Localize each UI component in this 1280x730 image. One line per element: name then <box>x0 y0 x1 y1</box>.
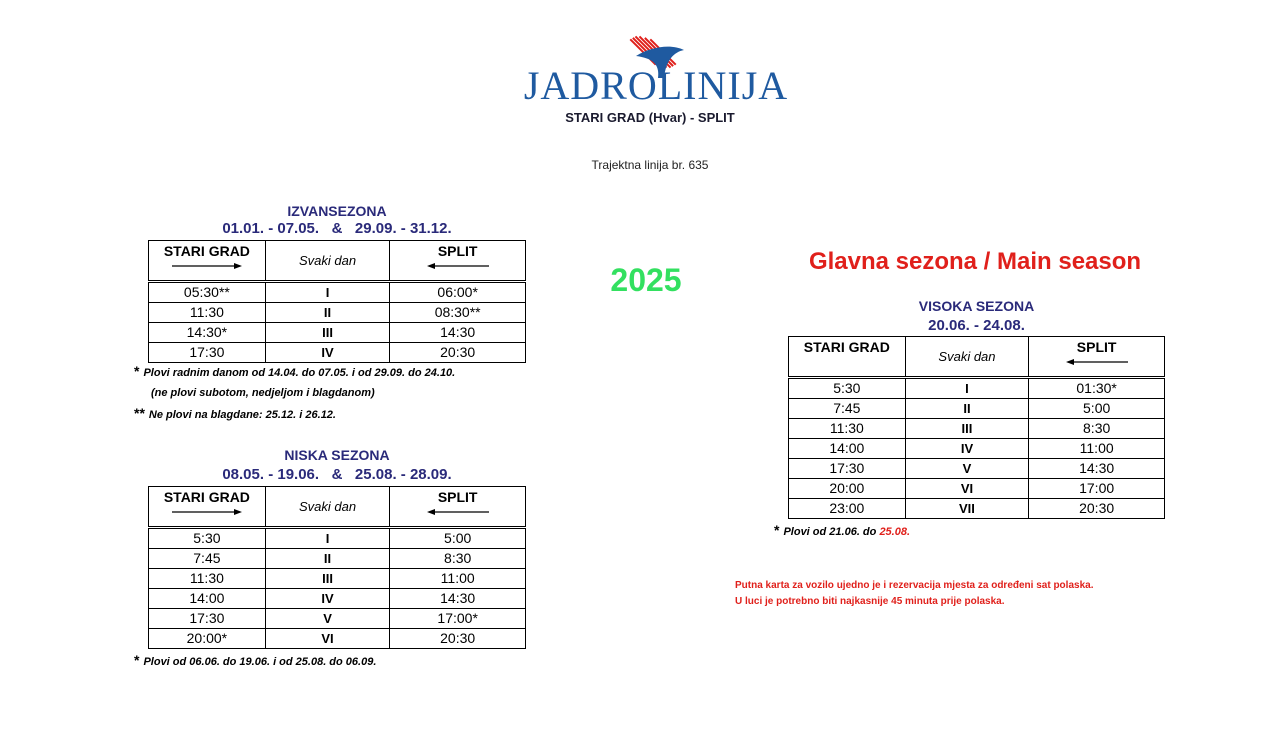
table-row: 7:45 II 8:30 <box>149 549 526 569</box>
table-row: 7:45 II 5:00 <box>789 399 1165 419</box>
high-season-dates: 20.06. - 24.08. <box>928 317 1025 334</box>
col-from: STARI GRAD <box>149 487 266 528</box>
table-row: 05:30** I 06:00* <box>149 282 526 303</box>
col-days: Svaki dan <box>265 487 390 528</box>
line-number: Trajektna linija br. 635 <box>591 158 709 172</box>
table-row: 17:30 V 17:00* <box>149 609 526 629</box>
col-to: SPLIT <box>390 241 526 282</box>
low-season-note: * Plovi od 06.06. do 19.06. i od 25.08. do 06.09. <box>134 652 377 668</box>
low-season-title: NISKA SEZONA <box>284 447 390 463</box>
high-season-table <box>788 336 1165 519</box>
high-season-title: VISOKA SEZONA <box>918 298 1035 314</box>
table-row: 14:00 IV 11:00 <box>789 439 1165 459</box>
col-from: STARI GRAD <box>789 337 906 378</box>
main-season-heading: Glavna sezona / Main season <box>808 248 1142 275</box>
brand-logo: JADROLINIJA <box>523 63 789 108</box>
ticket-info: Putna karta za vozilo ujedno je i rezervacija mjesta za određeni sat polaska. U luci je potrebno biti najkasnije 45 minuta prije polaska. <box>735 580 1094 607</box>
table-row: 5:30 I 5:00 <box>149 528 526 549</box>
col-days: Svaki dan <box>905 337 1029 378</box>
table-row: 11:30 II 08:30** <box>149 303 526 323</box>
off-season-table <box>148 240 526 363</box>
table-row: 23:00 VII 20:30 <box>789 499 1165 519</box>
off-season-notes: * Plovi radnim danom od 14.04. do 07.05. i od 29.09. do 24.10. (ne plovi subotom, nedjeljom i blagdanom) ** Ne plovi na blagdane: 25.12. i 26.12. <box>134 363 456 421</box>
off-season-title: IZVANSEZONA <box>287 203 387 219</box>
table-row: 14:00 IV 14:30 <box>149 589 526 609</box>
low-season-table <box>148 486 526 649</box>
col-from: STARI GRAD <box>149 241 266 282</box>
col-days: Svaki dan <box>265 241 390 282</box>
low-season-dates: 08.05. - 19.06. & 25.08. - 28.09. <box>222 466 452 483</box>
table-row: 5:30 I 01:30* <box>789 378 1165 399</box>
year-label: 2025 <box>610 262 682 298</box>
col-to: SPLIT <box>1029 337 1165 378</box>
table-row: 11:30 III 11:00 <box>149 569 526 589</box>
col-to: SPLIT <box>390 487 526 528</box>
table-row: 20:00 VI 17:00 <box>789 479 1165 499</box>
table-row: 17:30 V 14:30 <box>789 459 1165 479</box>
route-title: STARI GRAD (Hvar) - SPLIT <box>565 110 735 125</box>
off-season-dates: 01.01. - 07.05. & 29.09. - 31.12. <box>222 220 452 237</box>
table-row: 17:30 IV 20:30 <box>149 343 526 363</box>
table-row: 14:30* III 14:30 <box>149 323 526 343</box>
table-row: 20:00* VI 20:30 <box>149 629 526 649</box>
high-season-note: * Plovi od 21.06. do 25.08. <box>774 522 911 538</box>
table-row: 11:30 III 8:30 <box>789 419 1165 439</box>
